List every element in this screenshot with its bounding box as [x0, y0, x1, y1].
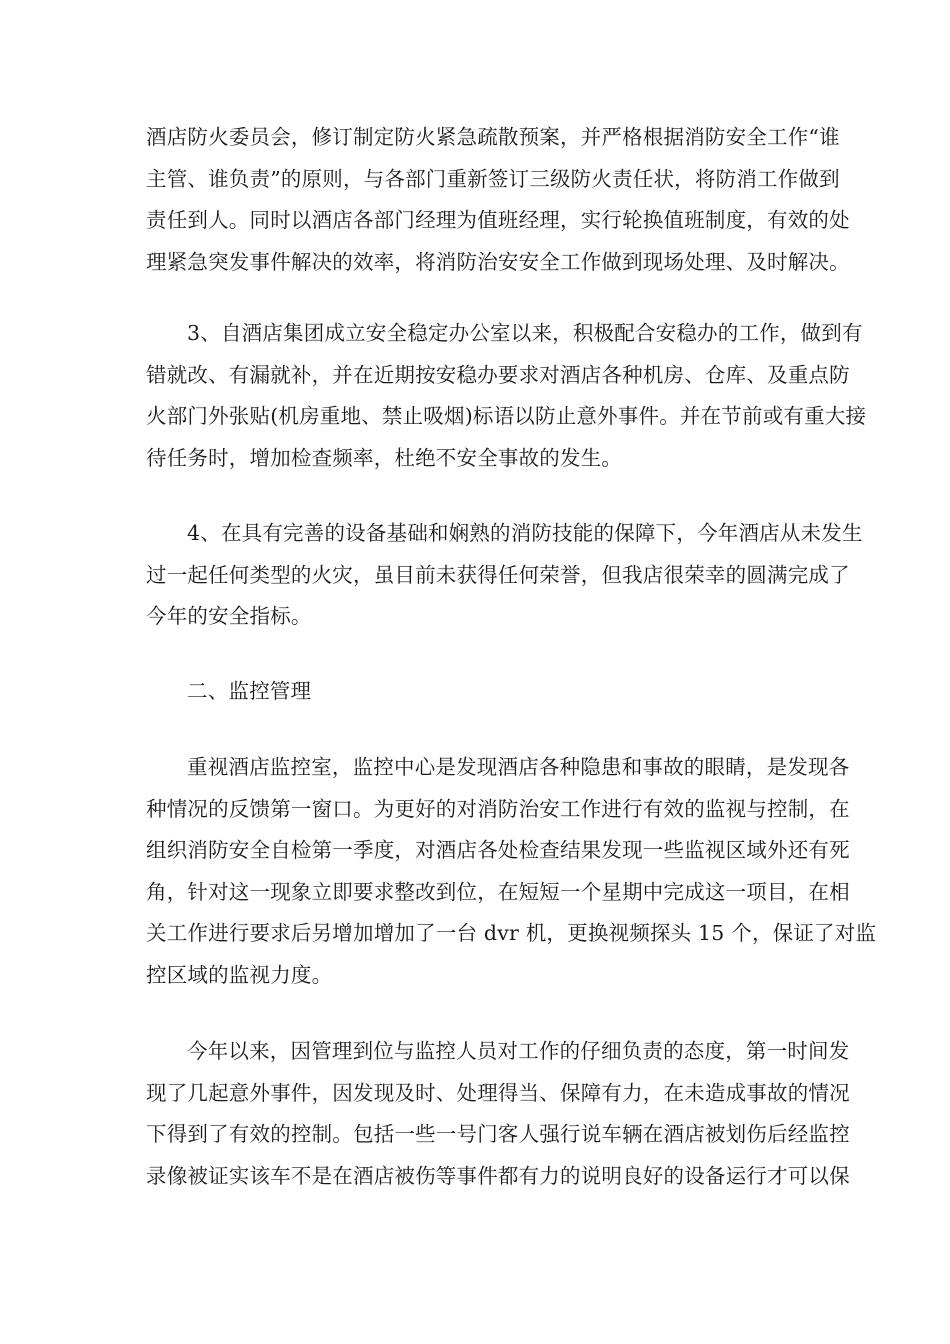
text-line: 主管、谁负责”的原则，与各部门重新签订三级防火责任状，将防消工作做到 [146, 166, 840, 191]
text-line: 责任到人。同时以酒店各部门经理为值班经理，实行轮换值班制度，有效的处 [146, 208, 850, 232]
text-line: 下得到了有效的控制。包括一些一号门客人强行说车辆在酒店被划伤后经监控 [146, 1122, 850, 1146]
text-line: 重视酒店监控室，监控中心是发现酒店各种隐患和事故的眼睛，是发现各 [187, 755, 850, 779]
section-heading-monitoring [146, 671, 812, 713]
text-line: 现了几起意外事件，因发现及时、处理得当、保障有力，在未造成事故的情况 [146, 1080, 850, 1105]
text-line: 酒店防火委员会，修订制定防火紧急疏散预案，并严格根据消防安全工作“谁 [146, 125, 840, 149]
text-line: 控区域的监视力度。 [146, 962, 333, 987]
text-line: 3、自酒店集团成立安全稳定办公室以来，积极配合安稳办的工作，做到有 [187, 321, 863, 345]
paragraph-fire-committee [146, 117, 850, 283]
text-line: 组织消防安全自检第一季度，对酒店各处检查结果发现一些监视区域外还有死 [146, 838, 850, 862]
paragraph-item-4 [146, 513, 863, 638]
text-line: 火部门外张贴(机房重地、禁止吸烟)标语以防止意外事件。并在节前或有重大接 [146, 404, 867, 428]
text-line: 录像被证实该车不是在酒店被伤等事件都有力的说明良好的设备运行才可以保 [146, 1163, 850, 1188]
section-heading: 二、监控管理 [187, 679, 312, 703]
paragraph-item-3 [146, 313, 867, 479]
paragraph-monitoring-room [146, 747, 877, 996]
text-line: 关工作进行要求后另增加增加了一台 dvr 机，更换视频探头 15 个，保证了对监 [146, 921, 877, 945]
text-line: 今年的安全指标。 [146, 604, 312, 628]
text-line: 角，针对这一现象立即要求整改到位，在短短一个星期中完成这一项目，在相 [146, 879, 850, 904]
text-line: 种情况的反馈第一窗口。为更好的对消防治安工作进行有效的监视与控制，在 [146, 796, 850, 821]
text-line: 错就改、有漏就补，并在近期按安稳办要求对酒店各种机房、仓库、及重点防 [146, 362, 850, 387]
paragraph-this-year [146, 1031, 850, 1197]
text-line: 理紧急突发事件解决的效率，将消防治安安全工作做到现场处理、及时解决。 [146, 249, 850, 274]
text-line: 过一起任何类型的火灾，虽目前未获得任何荣誉，但我店很荣幸的圆满完成了 [146, 562, 850, 587]
text-line: 4、在具有完善的设备基础和娴熟的消防技能的保障下，今年酒店从未发生 [187, 521, 863, 545]
text-line: 待任务时，增加检查频率，杜绝不安全事故的发生。 [146, 445, 623, 470]
text-line: 今年以来，因管理到位与监控人员对工作的仔细负责的态度，第一时间发 [187, 1039, 850, 1063]
